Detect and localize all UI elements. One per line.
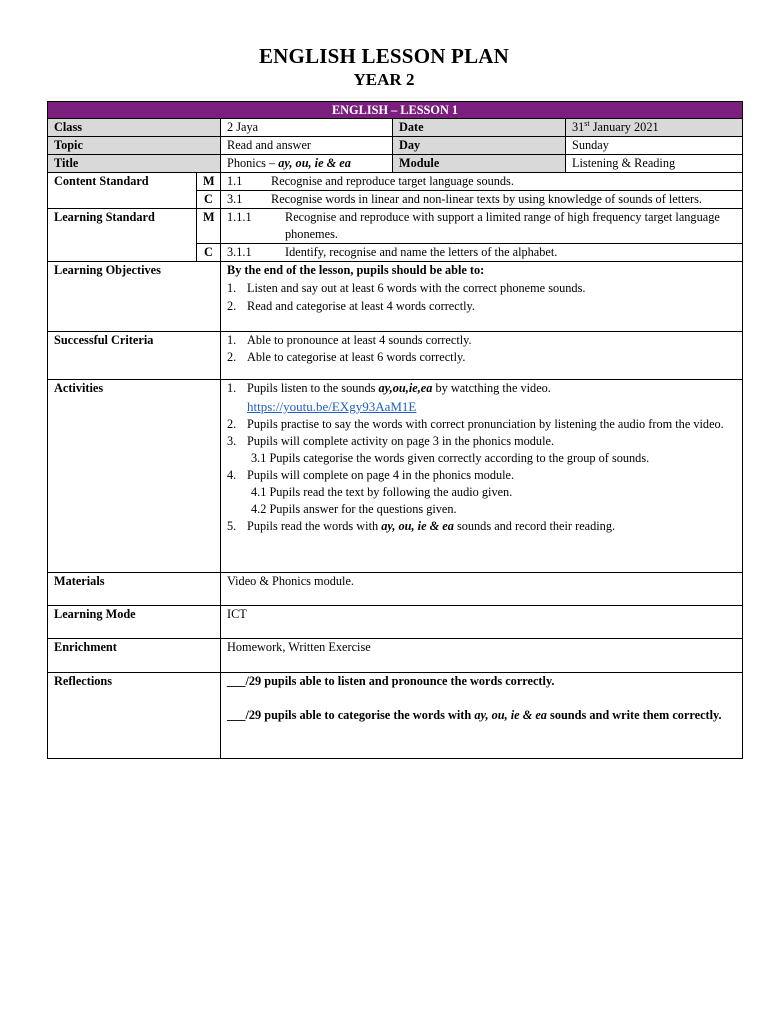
criteria-number: 2.	[227, 350, 237, 364]
learning-standard-c-marker: C	[197, 244, 221, 262]
document-subtitle: YEAR 2	[353, 70, 415, 89]
module-value: Listening & Reading	[566, 155, 743, 173]
ls-c-number: 3.1.1	[227, 245, 252, 259]
materials-value: Video & Phonics module.	[221, 573, 743, 606]
activity-1	[247, 380, 736, 397]
objectives-label: Learning Objectives	[48, 262, 221, 332]
objective-item: Listen and say out at least 6 words with the correct phoneme sounds.	[247, 281, 586, 295]
activities-label: Activities	[48, 380, 221, 573]
content-standard-label: Content Standard	[48, 173, 197, 209]
criteria-item: Able to categorise at least 6 words correctly.	[247, 350, 466, 364]
mode-value: ICT	[221, 606, 743, 639]
enrichment-value: Homework, Written Exercise	[221, 639, 743, 673]
document-title: ENGLISH LESSON PLAN	[258, 44, 510, 68]
activity-5-sounds: ay, ou, ie & ea	[381, 519, 454, 533]
reflection-2-pre: ___/29 pupils able to categorise the words with	[227, 708, 475, 722]
activity-number: 2.	[227, 417, 237, 431]
reflection-2-sounds: ay, ou, ie & ea	[474, 708, 547, 722]
ls-c-text: Identify, recognise and name the letters of the alphabet.	[285, 245, 558, 259]
activity-number: 4.	[227, 468, 237, 482]
module-label: Module	[393, 155, 566, 173]
activity-1-post: by watcthing the video.	[432, 381, 551, 395]
criteria-label: Successful Criteria	[48, 332, 221, 380]
day-value: Sunday	[566, 137, 743, 155]
activity-1-pre: Pupils listen to the sounds	[247, 381, 379, 395]
activity-4-2: 4.2 Pupils answer for the questions given.	[251, 502, 457, 516]
objective-number: 2.	[227, 299, 237, 313]
ls-m-number: 1.1.1	[227, 210, 252, 224]
activity-2: Pupils practise to say the words with correct pronunciation by listening the audio from the video.	[247, 417, 724, 431]
enrichment-label: Enrichment	[48, 639, 221, 673]
activity-5	[247, 518, 736, 535]
title-value	[221, 155, 393, 173]
activity-3-1: 3.1 Pupils categorise the words given correctly according to the group of sounds.	[251, 451, 650, 465]
ls-m-text: Recognise and reproduce with support a limited range of high frequency target language phonemes.	[285, 210, 720, 241]
learning-standard-c	[221, 244, 743, 262]
content-standard-m	[221, 173, 743, 191]
activity-1-sounds: ay,ou,ie,ea	[378, 381, 433, 395]
day-label: Day	[393, 137, 566, 155]
activities-row	[48, 380, 743, 573]
lesson-plan-table	[47, 101, 743, 759]
lesson-banner: ENGLISH – LESSON 1	[48, 102, 743, 119]
activities-content	[221, 380, 743, 573]
learning-standard-m-row	[48, 209, 743, 244]
activity-5-post: sounds and record their reading.	[453, 519, 616, 533]
enrichment-row	[48, 639, 743, 673]
activity-4: Pupils will complete on page 4 in the phonics module.	[247, 468, 515, 482]
title-prefix: Phonics –	[227, 156, 279, 170]
learning-standard-label: Learning Standard	[48, 209, 197, 262]
cs-c-text: Recognise words in linear and non-linear texts by using knowledge of sounds of letters.	[271, 192, 702, 206]
criteria-content	[221, 332, 743, 380]
class-value: 2 Jaya	[221, 119, 393, 137]
materials-label: Materials	[48, 573, 221, 606]
reflection-2-post: sounds and write them correctly.	[546, 708, 722, 722]
date-label: Date	[393, 119, 566, 137]
activity-number: 1.	[227, 381, 237, 395]
materials-row	[48, 573, 743, 606]
class-label: Class	[48, 119, 221, 137]
learning-standard-m-marker: M	[197, 209, 221, 244]
topic-value: Read and answer	[221, 137, 393, 155]
content-standard-m-marker: M	[197, 173, 221, 191]
date-month-year: January 2021	[589, 120, 659, 134]
objectives-row	[48, 262, 743, 332]
reflections-content	[221, 673, 743, 759]
objective-item: Read and categorise at least 4 words correctly.	[247, 299, 475, 313]
content-standard-m-row	[48, 173, 743, 191]
learning-standard-m	[221, 209, 743, 244]
reflections-label: Reflections	[48, 673, 221, 759]
cs-c-number: 3.1	[227, 192, 243, 206]
activity-5-pre: Pupils read the words with	[247, 519, 382, 533]
title-sounds: ay, ou, ie & ea	[278, 156, 351, 170]
objective-number: 1.	[227, 281, 237, 295]
cs-m-text: Recognise and reproduce target language sounds.	[271, 174, 514, 188]
lesson-banner-row	[48, 102, 743, 119]
criteria-item: Able to pronounce at least 4 sounds correctly.	[247, 333, 472, 347]
reflection-1: ___/29 pupils able to listen and pronounce the words correctly.	[227, 674, 555, 688]
mode-label: Learning Mode	[48, 606, 221, 639]
topic-row	[48, 137, 743, 155]
objectives-intro: By the end of the lesson, pupils should be able to:	[227, 263, 485, 277]
date-suffix: st	[584, 118, 590, 128]
criteria-number: 1.	[227, 333, 237, 347]
title-row	[48, 155, 743, 173]
date-value	[566, 119, 743, 137]
date-day: 31	[572, 120, 585, 134]
activity-4-1: 4.1 Pupils read the text by following the audio given.	[251, 485, 513, 499]
criteria-row	[48, 332, 743, 380]
objectives-content	[221, 262, 743, 332]
reflections-row	[48, 673, 743, 759]
content-standard-c	[221, 191, 743, 209]
activity-number: 3.	[227, 434, 237, 448]
reflection-2	[227, 707, 736, 724]
title-label: Title	[48, 155, 221, 173]
class-row	[48, 119, 743, 137]
mode-row	[48, 606, 743, 639]
activity-number: 5.	[227, 519, 237, 533]
cs-m-number: 1.1	[227, 174, 243, 188]
video-link[interactable]: https://youtu.be/EXgy93AaM1E	[247, 399, 417, 414]
content-standard-c-marker: C	[197, 191, 221, 209]
activity-3: Pupils will complete activity on page 3 in the phonics module.	[247, 434, 555, 448]
topic-label: Topic	[48, 137, 221, 155]
